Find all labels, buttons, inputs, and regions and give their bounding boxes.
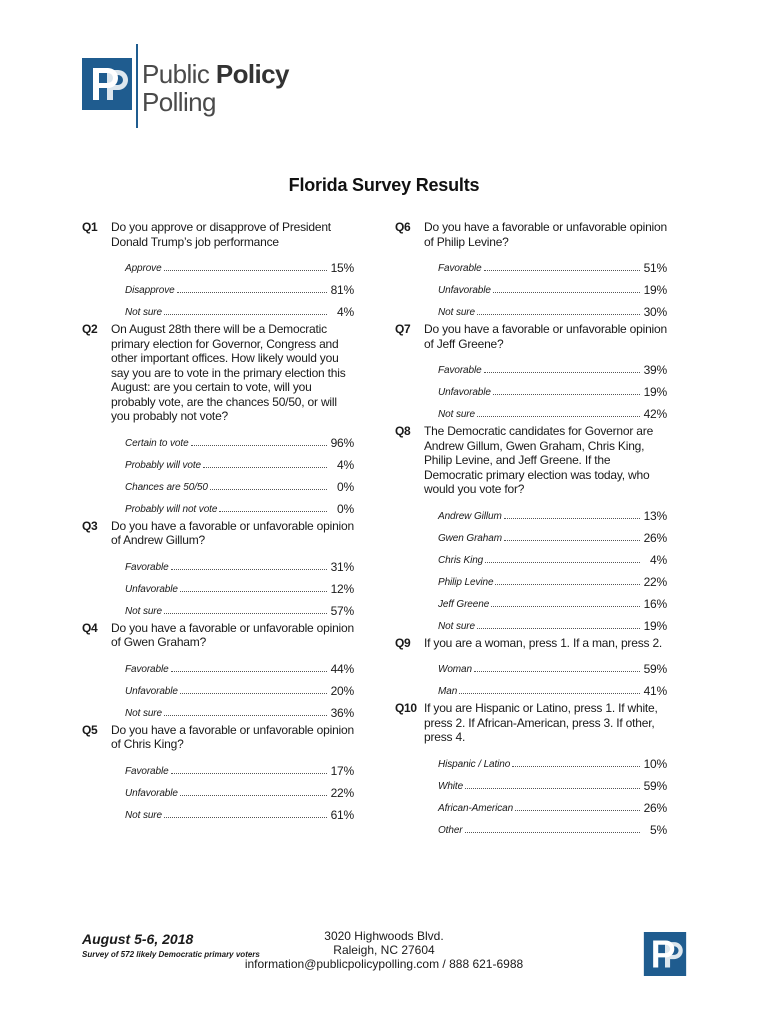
- answer-label: Probably will not vote: [125, 503, 218, 515]
- answer-value: 30%: [643, 305, 667, 319]
- left-column: [82, 220, 354, 825]
- answer-list: [424, 355, 667, 421]
- answer-list: [111, 428, 354, 516]
- dot-leader: [477, 627, 640, 629]
- question-number: Q1: [82, 220, 98, 234]
- answer-row: [111, 428, 354, 450]
- answer-value: 61%: [330, 807, 354, 822]
- answer-value: 19%: [643, 385, 667, 399]
- answer-list: [111, 552, 354, 618]
- answer-value: 22%: [330, 785, 354, 800]
- answer-value: 36%: [330, 705, 354, 720]
- dot-leader: [164, 714, 327, 716]
- answer-label: Woman: [438, 664, 472, 675]
- dot-leader: [504, 539, 640, 541]
- answer-label: Unfavorable: [438, 387, 491, 398]
- answer-row: [111, 596, 354, 618]
- question-number: Q6: [395, 220, 411, 234]
- dot-leader: [504, 517, 640, 519]
- answer-label: Not sure: [438, 307, 475, 318]
- answer-row: [111, 472, 354, 494]
- question-number: Q4: [82, 620, 98, 635]
- answer-row: [111, 698, 354, 720]
- answer-row: [111, 494, 354, 516]
- question-block: [82, 723, 354, 822]
- dot-leader: [493, 393, 640, 395]
- answer-value: 41%: [643, 684, 667, 698]
- dot-leader: [474, 670, 640, 672]
- answer-label: Philip Levine: [438, 576, 494, 588]
- question-number: Q7: [395, 322, 411, 336]
- answer-value: 15%: [330, 261, 354, 275]
- answer-label: Unfavorable: [438, 285, 491, 296]
- contact-info: information@publicpolicypolling.com / 888 621-6988: [244, 957, 524, 971]
- dot-leader: [515, 809, 640, 811]
- answer-value: 5%: [650, 822, 667, 837]
- answer-label: Unfavorable: [125, 787, 178, 799]
- answer-label: Gwen Graham: [438, 532, 502, 544]
- answer-value: 0%: [337, 479, 354, 494]
- answer-value: 22%: [643, 574, 667, 589]
- answer-label: Not sure: [125, 707, 162, 719]
- answer-row: [111, 574, 354, 596]
- ppp-logo-mark-icon: [82, 58, 132, 110]
- question-text: The Democratic candidates for Governor are Andrew Gillum, Gwen Graham, Chris King, Philip Levine, and Jeff Greene. If the Democratic primary election was today, who would you vote for?: [424, 424, 654, 496]
- answer-row: [424, 749, 667, 771]
- question-block: [82, 322, 354, 516]
- dot-leader: [484, 371, 640, 373]
- answer-label: Disapprove: [125, 285, 175, 296]
- question-block: [395, 424, 667, 633]
- answer-row: [111, 778, 354, 800]
- answer-row: [111, 552, 354, 574]
- answer-row: [424, 253, 667, 275]
- answer-value: 4%: [337, 457, 354, 472]
- dot-leader: [171, 568, 327, 570]
- question-number: Q9: [395, 635, 411, 650]
- right-column: [395, 220, 667, 840]
- question-text: If you are Hispanic or Latino, press 1. If white, press 2. If African-American, press 3. If other, press 4.: [424, 701, 658, 744]
- answer-value: 20%: [330, 683, 354, 698]
- dot-leader: [477, 313, 640, 315]
- answer-row: [111, 450, 354, 472]
- question-text: Do you have a favorable or unfavorable opinion of Chris King?: [111, 722, 354, 751]
- answer-label: Approve: [125, 263, 162, 274]
- question-number: Q3: [82, 518, 98, 533]
- dot-leader: [459, 692, 640, 694]
- answer-label: Not sure: [438, 620, 475, 632]
- answer-value: 4%: [650, 552, 667, 567]
- answer-label: White: [438, 780, 464, 792]
- answer-row: [424, 377, 667, 399]
- answer-value: 17%: [330, 763, 354, 778]
- question-block: [395, 701, 667, 837]
- question-text: Do you have a favorable or unfavorable opinion of Philip Levine?: [424, 220, 667, 249]
- question-text: On August 28th there will be a Democratic primary election for Governor, Congress and other important offices. How likely would you say you are to vote in the primary election this August: are you certain to vote, will you probably vote, are the chances 50/50, or will you probably not vote?: [111, 322, 346, 423]
- answer-value: 12%: [330, 581, 354, 596]
- question-text: Do you have a favorable or unfavorable opinion of Gwen Graham?: [111, 620, 354, 649]
- answer-row: [111, 253, 354, 275]
- answer-label: Favorable: [125, 561, 169, 573]
- answer-label: Not sure: [125, 307, 162, 318]
- answer-label: Chris King: [438, 554, 484, 566]
- answer-label: Favorable: [125, 765, 169, 777]
- dot-leader: [191, 444, 327, 446]
- footer: [0, 926, 768, 986]
- question-block: [82, 220, 354, 319]
- answer-row: [424, 501, 667, 523]
- answer-label: Man: [438, 686, 458, 697]
- answer-row: [424, 523, 667, 545]
- question-text: Do you have a favorable or unfavorable opinion of Jeff Greene?: [424, 322, 667, 351]
- answer-value: 81%: [330, 283, 354, 297]
- question-number: Q2: [82, 322, 98, 336]
- answer-row: [424, 297, 667, 319]
- dot-leader: [512, 765, 640, 767]
- answer-value: 51%: [643, 261, 667, 275]
- answer-list: [424, 253, 667, 319]
- answer-list: [111, 253, 354, 319]
- dot-leader: [164, 313, 327, 315]
- dot-leader: [219, 510, 327, 512]
- answer-label: Favorable: [125, 663, 169, 675]
- answer-label: Hispanic / Latino: [438, 758, 511, 770]
- logo-divider: [136, 44, 138, 128]
- question-block: [395, 636, 667, 699]
- dot-leader: [493, 291, 640, 293]
- answer-label: Unfavorable: [125, 685, 178, 697]
- answer-value: 59%: [643, 662, 667, 676]
- answer-value: 59%: [643, 778, 667, 793]
- dot-leader: [210, 488, 327, 490]
- answer-row: [111, 756, 354, 778]
- dot-leader: [485, 561, 640, 563]
- dot-leader: [465, 787, 640, 789]
- dot-leader: [491, 605, 640, 607]
- answer-list: [424, 749, 667, 837]
- answer-row: [424, 793, 667, 815]
- answer-row: [424, 399, 667, 421]
- dot-leader: [164, 612, 327, 614]
- answer-row: [424, 771, 667, 793]
- answer-row: [424, 275, 667, 297]
- answer-value: 16%: [643, 596, 667, 611]
- answer-row: [424, 815, 667, 837]
- answer-value: 42%: [643, 407, 667, 421]
- answer-list: [424, 654, 667, 698]
- question-block: [82, 519, 354, 618]
- dot-leader: [477, 415, 640, 417]
- dot-leader: [171, 772, 327, 774]
- answer-value: 39%: [643, 363, 667, 377]
- dot-leader: [164, 269, 327, 271]
- answer-row: [424, 654, 667, 676]
- answer-row: [111, 800, 354, 822]
- answer-row: [424, 611, 667, 633]
- answer-row: [424, 355, 667, 377]
- answer-value: 57%: [330, 603, 354, 618]
- answer-value: 31%: [330, 559, 354, 574]
- answer-label: Probably will vote: [125, 459, 202, 471]
- answer-label: Not sure: [125, 809, 162, 821]
- question-block: [82, 621, 354, 720]
- question-number: Q10: [395, 701, 417, 715]
- answer-row: [424, 567, 667, 589]
- survey-sample: Survey of 572 likely Democratic primary voters: [82, 950, 260, 959]
- dot-leader: [180, 794, 327, 796]
- answer-list: [111, 756, 354, 822]
- dot-leader: [203, 466, 327, 468]
- answer-label: Unfavorable: [125, 583, 178, 595]
- question-number: Q8: [395, 424, 411, 438]
- dot-leader: [164, 816, 327, 818]
- answer-row: [111, 654, 354, 676]
- answer-list: [111, 654, 354, 720]
- logo-text-line1: Public Policy: [142, 59, 289, 89]
- survey-date: August 5-6, 2018: [82, 931, 194, 947]
- answer-label: Not sure: [438, 409, 475, 420]
- page-title: Florida Survey Results: [288, 175, 480, 195]
- dot-leader: [484, 269, 640, 271]
- answer-value: 96%: [330, 435, 354, 450]
- answer-row: [111, 297, 354, 319]
- dot-leader: [180, 590, 327, 592]
- ppp-footer-logo-icon: [643, 932, 687, 976]
- question-block: [395, 322, 667, 421]
- ppp-logo: [82, 44, 322, 128]
- address-line1: 3020 Highwoods Blvd.: [324, 929, 444, 943]
- answer-value: 26%: [643, 530, 667, 545]
- answer-label: Other: [438, 824, 463, 836]
- dot-leader: [180, 692, 327, 694]
- address-line2: Raleigh, NC 27604: [333, 943, 435, 957]
- question-block: [395, 220, 667, 319]
- logo-text-line2: Polling: [142, 87, 216, 117]
- answer-label: Favorable: [438, 365, 482, 376]
- answer-value: 26%: [643, 800, 667, 815]
- question-text: If you are a woman, press 1. If a man, press 2.: [424, 635, 663, 650]
- answer-label: Chances are 50/50: [125, 481, 208, 493]
- answer-list: [424, 501, 667, 633]
- answer-label: Favorable: [438, 263, 482, 274]
- answer-value: 19%: [643, 283, 667, 297]
- question-text: Do you approve or disapprove of President Donald Trump’s job performance: [111, 220, 331, 249]
- dot-leader: [465, 831, 640, 833]
- answer-label: African-American: [438, 802, 514, 814]
- dot-leader: [177, 291, 327, 293]
- answer-label: Andrew Gillum: [438, 510, 502, 522]
- answer-value: 44%: [330, 661, 354, 676]
- answer-label: Not sure: [125, 605, 162, 617]
- answer-value: 4%: [337, 305, 354, 319]
- answer-row: [111, 275, 354, 297]
- dot-leader: [171, 670, 327, 672]
- answer-value: 19%: [643, 618, 667, 633]
- answer-row: [424, 545, 667, 567]
- answer-label: Jeff Greene: [438, 598, 490, 610]
- question-number: Q5: [82, 722, 98, 737]
- answer-row: [424, 589, 667, 611]
- answer-value: 10%: [643, 756, 667, 771]
- dot-leader: [495, 583, 640, 585]
- answer-row: [424, 676, 667, 698]
- question-text: Do you have a favorable or unfavorable opinion of Andrew Gillum?: [111, 518, 354, 547]
- answer-value: 13%: [643, 508, 667, 523]
- answer-row: [111, 676, 354, 698]
- answer-label: Certain to vote: [125, 437, 189, 449]
- answer-value: 0%: [337, 501, 354, 516]
